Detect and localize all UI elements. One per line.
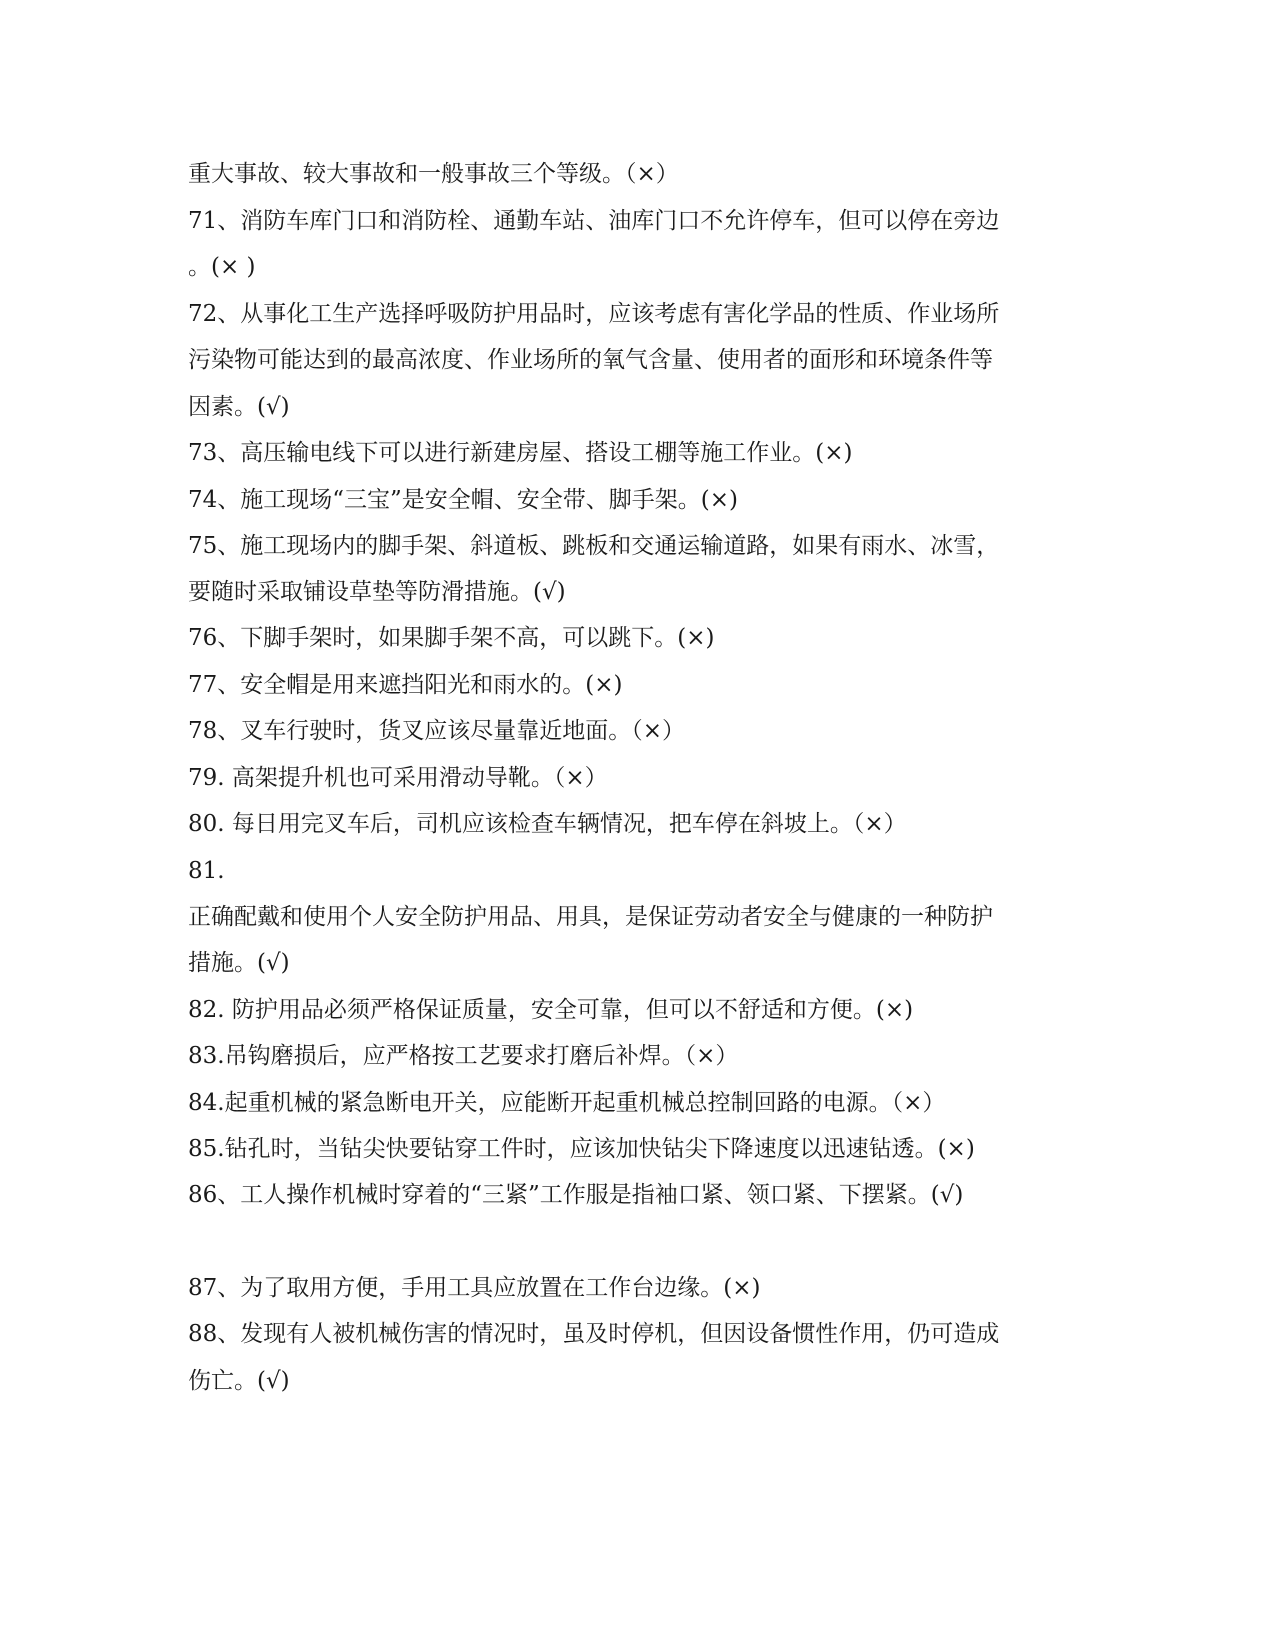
- text-line: 83.吊钩磨损后，应严格按工艺要求打磨后补焊。（×）: [188, 1043, 739, 1069]
- text-line: 74、施工现场“三宝”是安全帽、安全带、脚手架。(×): [188, 487, 739, 513]
- text-line: 污染物可能达到的最高浓度、作业场所的氧气含量、使用者的面形和环境条件等: [188, 347, 993, 373]
- text-line: 。(× ): [188, 254, 256, 280]
- text-line: 措施。(√): [188, 950, 290, 976]
- text-line: 81.: [188, 858, 225, 884]
- text-line: 77、安全帽是用来遮挡阳光和雨水的。(×): [188, 672, 623, 698]
- text-line: 76、下脚手架时，如果脚手架不高，可以跳下。(×): [188, 625, 715, 651]
- text-line: 88、发现有人被机械伤害的情况时，虽及时停机，但因设备惯性作用，仍可造成: [188, 1321, 1000, 1347]
- text-line: 82. 防护用品必须严格保证质量，安全可靠，但可以不舒适和方便。(×): [188, 997, 914, 1023]
- text-line: 要随时采取铺设草垫等防滑措施。(√): [188, 579, 566, 605]
- text-line: 重大事故、较大事故和一般事故三个等级。（×）: [188, 161, 679, 187]
- text-line: 84.起重机械的紧急断电开关，应能断开起重机械总控制回路的电源。（×）: [188, 1090, 946, 1116]
- text-line: 87、为了取用方便，手用工具应放置在工作台边缘。(×): [188, 1275, 761, 1301]
- text-line: 正确配戴和使用个人安全防护用品、用具，是保证劳动者安全与健康的一种防护: [188, 904, 993, 930]
- text-line: 73、高压输电线下可以进行新建房屋、搭设工棚等施工作业。(×): [188, 440, 853, 466]
- text-line: 因素。(√): [188, 394, 290, 420]
- text-line: 伤亡。(√): [188, 1368, 290, 1394]
- text-line: 79. 高架提升机也可采用滑动导靴。（×）: [188, 765, 608, 791]
- text-line: 75、施工现场内的脚手架、斜道板、跳板和交通运输道路，如果有雨水、冰雪，: [188, 533, 1000, 559]
- text-line: 85.钻孔时，当钻尖快要钻穿工件时，应该加快钻尖下降速度以迅速钻透。(×): [188, 1136, 975, 1162]
- text-line: 71、消防车库门口和消防栓、通勤车站、油库门口不允许停车，但可以停在旁边: [188, 208, 1000, 234]
- text-line: 78、叉车行驶时，货叉应该尽量靠近地面。（×）: [188, 718, 686, 744]
- text-line: 86、工人操作机械时穿着的“三紧”工作服是指袖口紧、领口紧、下摆紧。(√): [188, 1182, 964, 1208]
- text-line: 80. 每日用完叉车后，司机应该检查车辆情况，把车停在斜坡上。（×）: [188, 811, 907, 837]
- text-line: 72、从事化工生产选择呼吸防护用品时，应该考虑有害化学品的性质、作业场所: [188, 301, 1000, 327]
